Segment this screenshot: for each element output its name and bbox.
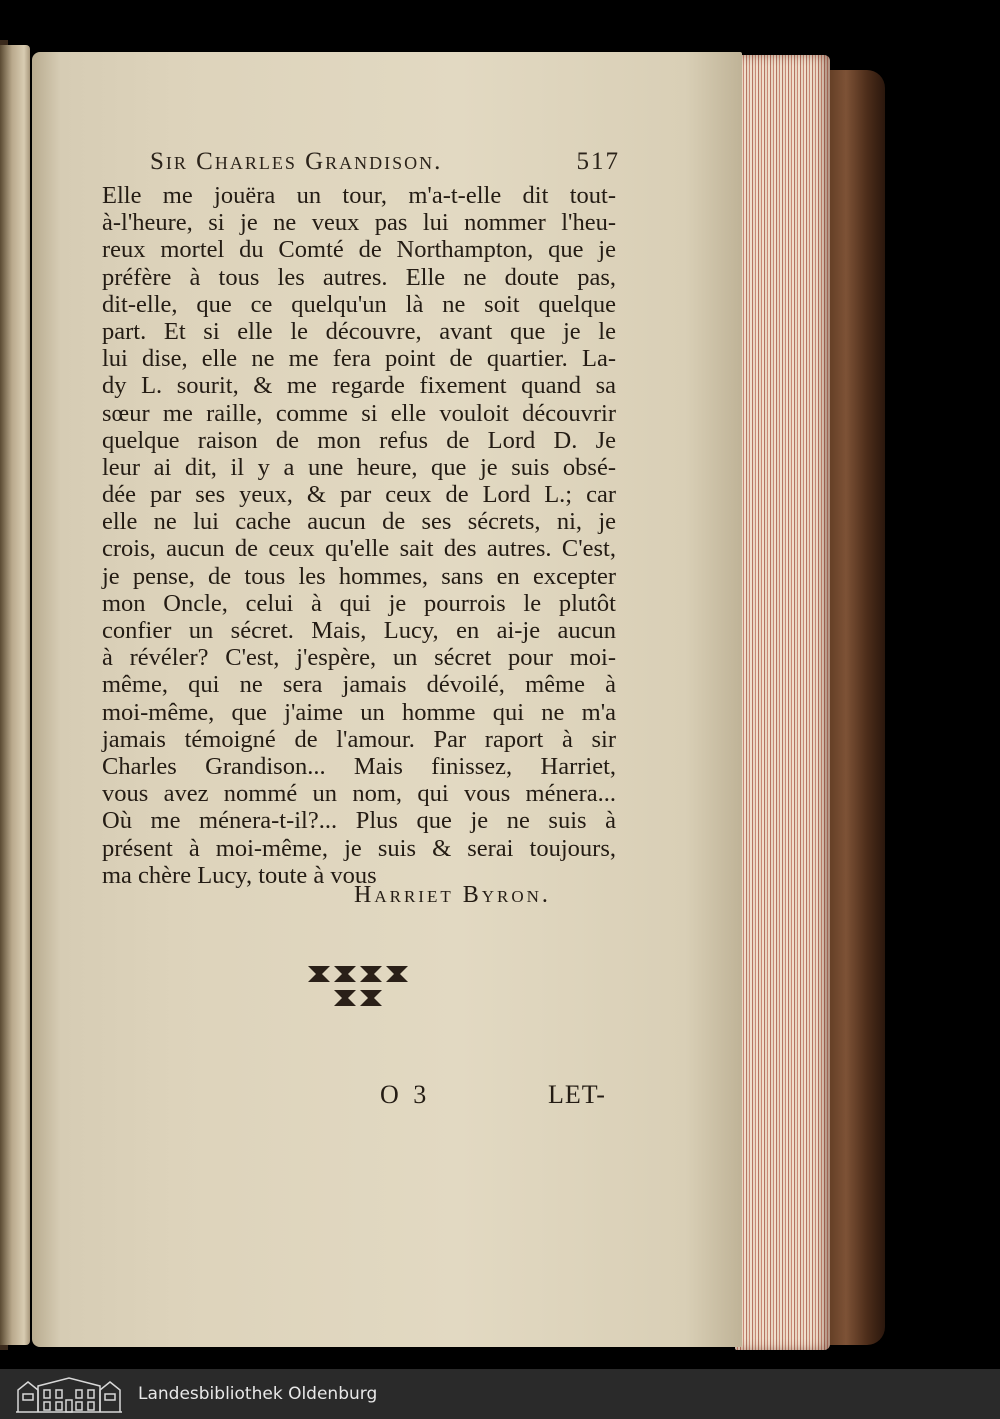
text-line: même, qui ne sera jamais dévoilé, même à xyxy=(102,671,616,699)
text-line: présent à moi-même, je suis & serai toujours, xyxy=(102,834,616,862)
text-line: elle ne lui cache aucun de ses sécrets, ni, je xyxy=(102,508,616,536)
text-line: sœur me raille, comme si elle vouloit découvrir xyxy=(102,399,616,427)
library-building-logo xyxy=(14,1374,124,1414)
catchword: LET- xyxy=(548,1080,606,1109)
body-text xyxy=(102,182,616,889)
text-line: Où me ménera-t-il?... Plus que je ne suis à xyxy=(102,807,616,835)
text-line: part. Et si elle le découvre, avant que je le xyxy=(102,317,616,345)
printer-ornament xyxy=(300,958,420,1018)
text-line: préfère à tous les autres. Elle ne doute pas, xyxy=(102,263,616,291)
text-line: lui dise, elle ne me fera point de quartier. La- xyxy=(102,345,616,373)
text-line: mon Oncle, celui à qui je pourrois le plutôt xyxy=(102,589,616,617)
text-line: dy L. sourit, & me regarde fixement quand sa xyxy=(102,372,616,400)
signature-mark: O 3 xyxy=(380,1080,431,1109)
text-line: leur ai dit, il y a une heure, que je suis obsé- xyxy=(102,453,616,481)
letter-signature: Harriet Byron. xyxy=(354,882,551,908)
text-line: Elle me jouëra un tour, m'a-t-elle dit tout- xyxy=(102,182,616,209)
left-page-edge xyxy=(0,45,30,1345)
text-line: je pense, de tous les hommes, sans en excepter xyxy=(102,562,616,590)
text-line: dit-elle, que ce quelqu'un là ne soit quelque xyxy=(102,290,616,318)
text-line: quelque raison de mon refus de Lord D. Je xyxy=(102,426,616,454)
library-name: Landesbibliothek Oldenburg xyxy=(138,1384,378,1404)
text-line: crois, aucun de ceux qu'elle sait des autres. C'est, xyxy=(102,535,616,563)
text-line: reux mortel du Comté de Northampton, que je xyxy=(102,236,616,264)
page-number: 517 xyxy=(576,148,620,175)
running-title: Sir Charles Grandison. xyxy=(150,148,443,175)
running-head xyxy=(150,148,620,176)
text-line: dée par ses yeux, & par ceux de Lord L.; car xyxy=(102,481,616,509)
text-line: vous avez nommé un nom, qui vous ménera... xyxy=(102,780,616,808)
right-book-cover xyxy=(825,70,885,1345)
text-line: moi-même, que j'aime un homme qui ne m'a xyxy=(102,698,616,726)
text-line: jamais témoigné de l'amour. Par raport à sir xyxy=(102,725,616,753)
text-line: Charles Grandison... Mais finissez, Harriet, xyxy=(102,752,616,780)
text-line: à-l'heure, si je ne veux pas lui nommer l'heu- xyxy=(102,209,616,237)
text-line: ma chère Lucy, toute à vous xyxy=(102,861,377,889)
footer-bar xyxy=(0,1369,1000,1419)
text-line: confier un sécret. Mais, Lucy, en ai-je aucun xyxy=(102,617,616,644)
text-line: à révéler? C'est, j'espère, un sécret pour moi- xyxy=(102,644,616,672)
page-edges xyxy=(735,55,830,1350)
